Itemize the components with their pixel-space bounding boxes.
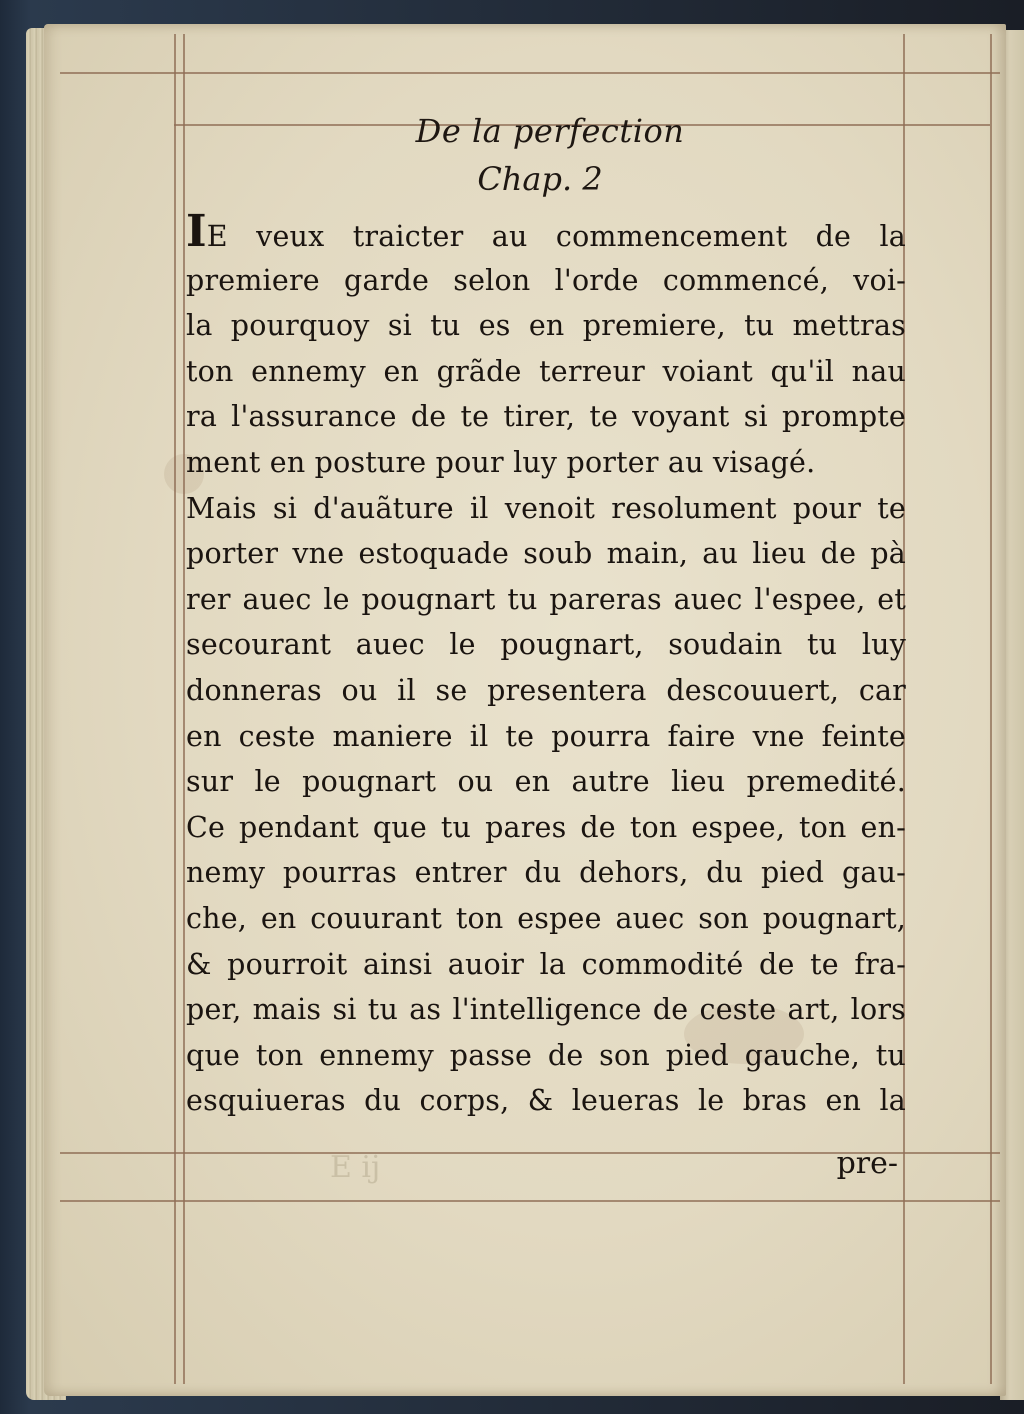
text-line: esquiueras du corps, & leueras le bras en la (186, 1084, 906, 1118)
rule-bottom (60, 1200, 1000, 1202)
rule-left-outer (174, 34, 176, 1384)
text-line: Ce pendant que tu pares de ton espee, ton en- (186, 810, 906, 844)
text-line: che, en couurant ton espee auec son pougnart, (186, 901, 906, 935)
drop-cap: I (186, 206, 207, 257)
text-line: ra l'assurance de te tirer, te voyant si prompte (186, 400, 906, 434)
text-line: IE veux traicter au commencement de la (186, 206, 906, 257)
text-line: premiere garde selon l'orde commencé, voi- (186, 263, 906, 297)
signature-bleedthrough: E ij (330, 1150, 381, 1185)
text-line: ton ennemy en grãde terreur voiant qu'il nau (186, 354, 906, 388)
text-line: donneras ou il se presentera descouuert, car (186, 673, 906, 707)
text-line: que ton ennemy passe de son pied gauche, tu (186, 1038, 906, 1072)
text-line: porter vne estoquade soub main, au lieu de pà (186, 537, 906, 571)
text-line: nemy pourras entrer du dehors, du pied gau- (186, 856, 906, 890)
rule-right-outer (990, 34, 992, 1384)
text-line: ment en posture pour luy porter au visagé. (186, 445, 816, 479)
text-line: en ceste maniere il te pourra faire vne feinte (186, 719, 906, 753)
running-head: De la perfection (415, 112, 685, 150)
text-line: Mais si d'auãture il venoit resolument pour te (186, 491, 906, 525)
chapter-heading: Chap. 2 (477, 160, 603, 198)
rule-left-inner (183, 34, 185, 1384)
text-line: secourant auec le pougnart, soudain tu luy (186, 628, 906, 662)
text-line: la pourquoy si tu es en premiere, tu mettras (186, 309, 906, 343)
text-line: rer auec le pougnart tu pareras auec l'espee, et (186, 582, 906, 616)
rule-top (60, 72, 1000, 74)
text-line: & pourroit ainsi auoir la commodité de te fra- (186, 947, 906, 981)
body-text (186, 206, 906, 1124)
text-line: sur le pougnart ou en autre lieu premedité. (186, 765, 906, 799)
catchword: pre- (836, 1146, 898, 1181)
text-line: per, mais si tu as l'intelligence de ceste art, lors (186, 993, 906, 1027)
